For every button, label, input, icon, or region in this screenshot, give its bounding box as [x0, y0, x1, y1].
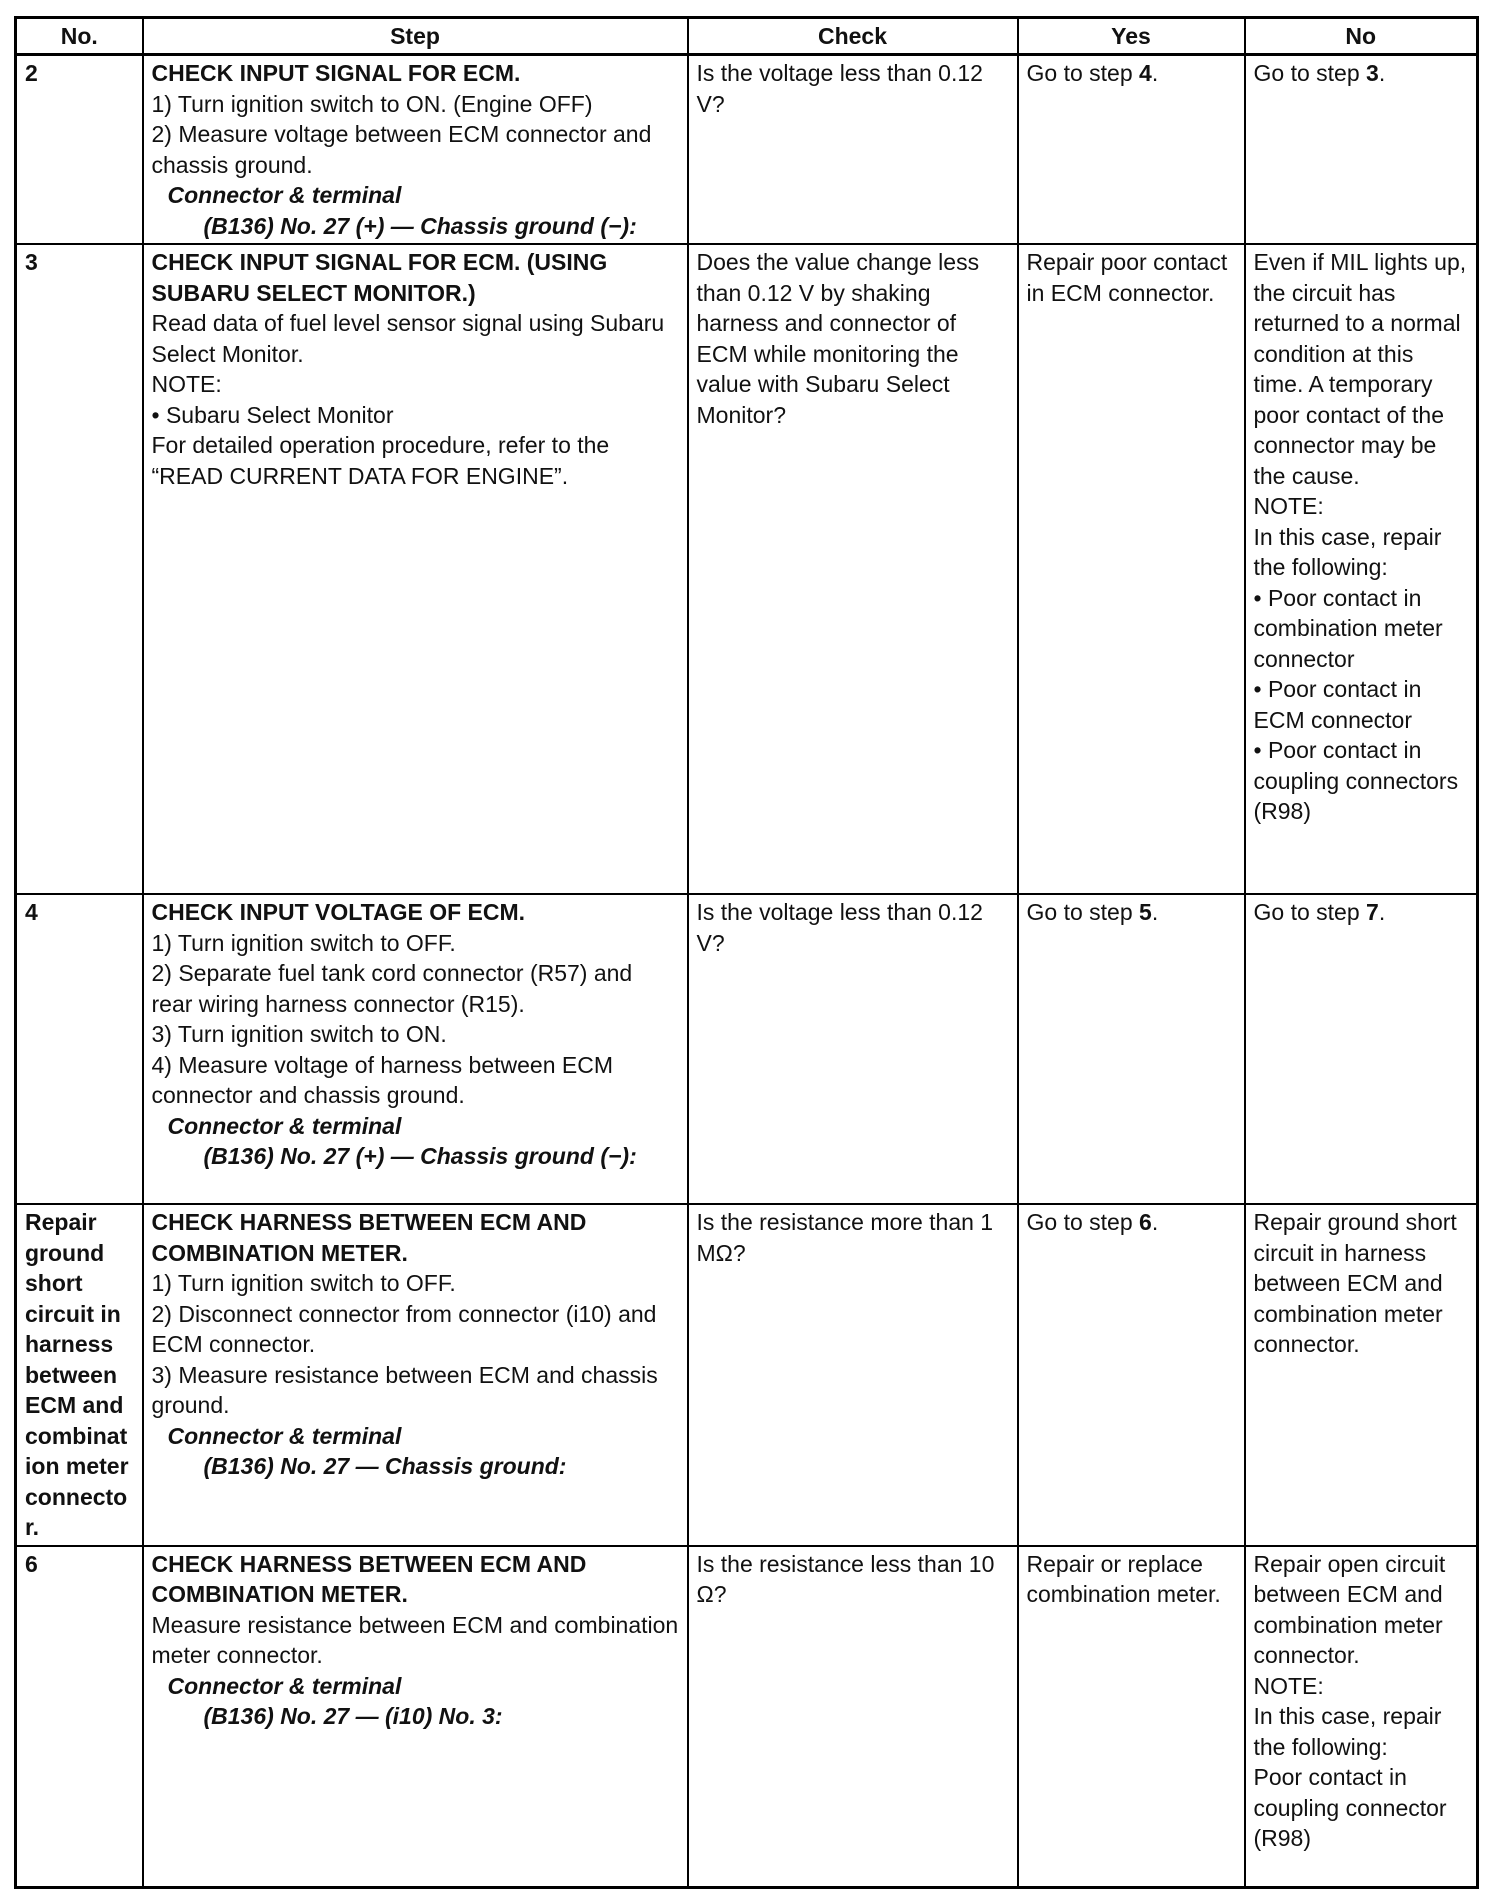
- yes-prefix: Go to step: [1026, 899, 1140, 925]
- yes-cell: [1018, 55, 1245, 245]
- yes-prefix: Go to step: [1026, 60, 1140, 86]
- table-row: [16, 1546, 1478, 1888]
- yes-cell: Repair or replace combination meter.: [1018, 1546, 1245, 1888]
- no-cell: [1245, 244, 1478, 894]
- step-line: Measure resistance between ECM and combination meter connector.: [151, 1611, 679, 1668]
- connector-label: Connector & terminal: [167, 1422, 402, 1449]
- no-line: Even if MIL lights up, the circuit has returned to a normal condition at this time. A temporary poor contact of the connector may be the cause.: [1253, 249, 1467, 489]
- table-row: [16, 244, 1478, 894]
- step-line: 4) Measure voltage of harness between ECM connector and chassis ground.: [151, 1051, 614, 1108]
- step-title: CHECK HARNESS BETWEEN ECM AND COMBINATION METER.: [151, 1209, 587, 1266]
- header-step: Step: [143, 18, 688, 55]
- connector-label: Connector & terminal: [167, 1112, 402, 1139]
- yes-suffix: .: [1151, 1209, 1159, 1235]
- row-number: 4: [16, 894, 143, 1204]
- no-line: In this case, repair the following:: [1253, 523, 1442, 580]
- step-title: CHECK HARNESS BETWEEN ECM AND COMBINATION METER.: [151, 1550, 587, 1607]
- step-line: 1) Turn ignition switch to ON. (Engine OFF): [151, 90, 593, 117]
- connector-value: (B136) No. 27 (+) — Chassis ground (−):: [203, 212, 637, 239]
- yes-cell: [1018, 894, 1245, 1204]
- table-row: [16, 55, 1478, 245]
- no-step-ref: 7: [1366, 899, 1379, 925]
- step-cell: [143, 894, 688, 1204]
- yes-step-ref: 6: [1139, 1209, 1152, 1235]
- header-no: No.: [16, 18, 143, 55]
- step-cell: [143, 55, 688, 245]
- step-cell: [143, 1204, 688, 1546]
- connector-label: Connector & terminal: [167, 182, 402, 208]
- connector-value: (B136) No. 27 — Chassis ground:: [203, 1453, 567, 1479]
- step-line: Read data of fuel level sensor signal using Subaru Select Monitor.: [151, 310, 665, 367]
- no-suffix: .: [1378, 60, 1386, 86]
- step-line: 2) Disconnect connector from connector (i10) and ECM connector.: [151, 1300, 657, 1357]
- step-line: 1) Turn ignition switch to OFF.: [151, 929, 456, 956]
- no-bullet: • Poor contact in ECM connector: [1253, 676, 1422, 733]
- step-line: For detailed operation procedure, refer to the “READ CURRENT DATA FOR ENGINE”.: [151, 432, 610, 489]
- yes-prefix: Go to step: [1026, 1209, 1140, 1235]
- no-cell: [1245, 894, 1478, 1204]
- step-line: 3) Turn ignition switch to ON.: [151, 1021, 447, 1047]
- check-cell: Is the resistance more than 1 MΩ?: [688, 1204, 1018, 1546]
- check-cell: Does the value change less than 0.12 V by shaking harness and connector of ECM while monitoring the value with Subaru Select Monitor?: [688, 244, 1018, 894]
- step-cell: [143, 1546, 688, 1888]
- yes-suffix: .: [1151, 60, 1159, 86]
- step-note-label: NOTE:: [151, 371, 222, 397]
- no-cell: [1245, 1546, 1478, 1888]
- step-title: CHECK INPUT SIGNAL FOR ECM. (USING SUBARU SELECT MONITOR.): [151, 249, 608, 306]
- check-cell: Is the voltage less than 0.12 V?: [688, 894, 1018, 1204]
- step-line: 3) Measure resistance between ECM and chassis ground.: [151, 1361, 658, 1418]
- diagnostic-page: [14, 16, 1476, 1889]
- step-title: CHECK INPUT SIGNAL FOR ECM.: [151, 60, 521, 86]
- no-cell: [1245, 55, 1478, 245]
- header-check: Check: [688, 18, 1018, 55]
- no-bullet: • Poor contact in combination meter connector: [1253, 584, 1443, 672]
- yes-step-ref: 4: [1139, 60, 1152, 86]
- no-line: Repair open circuit between ECM and combination meter connector.: [1253, 1550, 1446, 1668]
- check-cell: Is the resistance less than 10 Ω?: [688, 1546, 1018, 1888]
- yes-suffix: .: [1151, 899, 1159, 925]
- row-number: Repair ground short circuit in harness between ECM and combination meter connector.: [16, 1204, 143, 1546]
- step-cell: [143, 244, 688, 894]
- header-no-result: No: [1245, 18, 1478, 55]
- row-number: 2: [16, 55, 143, 245]
- no-suffix: .: [1378, 899, 1386, 925]
- no-prefix: Go to step: [1253, 899, 1367, 925]
- step-line: 1) Turn ignition switch to OFF.: [151, 1270, 456, 1296]
- no-prefix: Go to step: [1253, 60, 1367, 86]
- row-number: 6: [16, 1546, 143, 1888]
- step-title: CHECK INPUT VOLTAGE OF ECM.: [151, 899, 526, 925]
- table-header-row: [16, 18, 1478, 55]
- connector-label: Connector & terminal: [167, 1672, 402, 1699]
- connector-value: (B136) No. 27 (+) — Chassis ground (−):: [203, 1143, 637, 1169]
- no-cell: Repair ground short circuit in harness between ECM and combination meter connector.: [1245, 1204, 1478, 1546]
- table-row: [16, 1204, 1478, 1546]
- no-step-ref: 3: [1366, 60, 1379, 86]
- diagnostic-table: [14, 16, 1479, 1889]
- table-row: [16, 894, 1478, 1204]
- yes-cell: [1018, 1204, 1245, 1546]
- no-note-label: NOTE:: [1253, 1672, 1324, 1699]
- row-number: 3: [16, 244, 143, 894]
- yes-cell: Repair poor contact in ECM connector.: [1018, 244, 1245, 894]
- no-line: In this case, repair the following:: [1253, 1703, 1442, 1760]
- header-yes: Yes: [1018, 18, 1245, 55]
- no-note-label: NOTE:: [1253, 493, 1324, 519]
- step-bullet: • Subaru Select Monitor: [151, 401, 394, 428]
- connector-value: (B136) No. 27 — (i10) No. 3:: [203, 1703, 503, 1729]
- check-cell: Is the voltage less than 0.12 V?: [688, 55, 1018, 245]
- step-line: 2) Measure voltage between ECM connector and chassis ground.: [151, 121, 652, 178]
- no-bullet: • Poor contact in coupling connectors (R98): [1253, 737, 1459, 824]
- no-line: Poor contact in coupling connector (R98): [1253, 1764, 1447, 1851]
- yes-step-ref: 5: [1139, 899, 1152, 925]
- step-line: 2) Separate fuel tank cord connector (R57) and rear wiring harness connector (R15).: [151, 960, 633, 1017]
